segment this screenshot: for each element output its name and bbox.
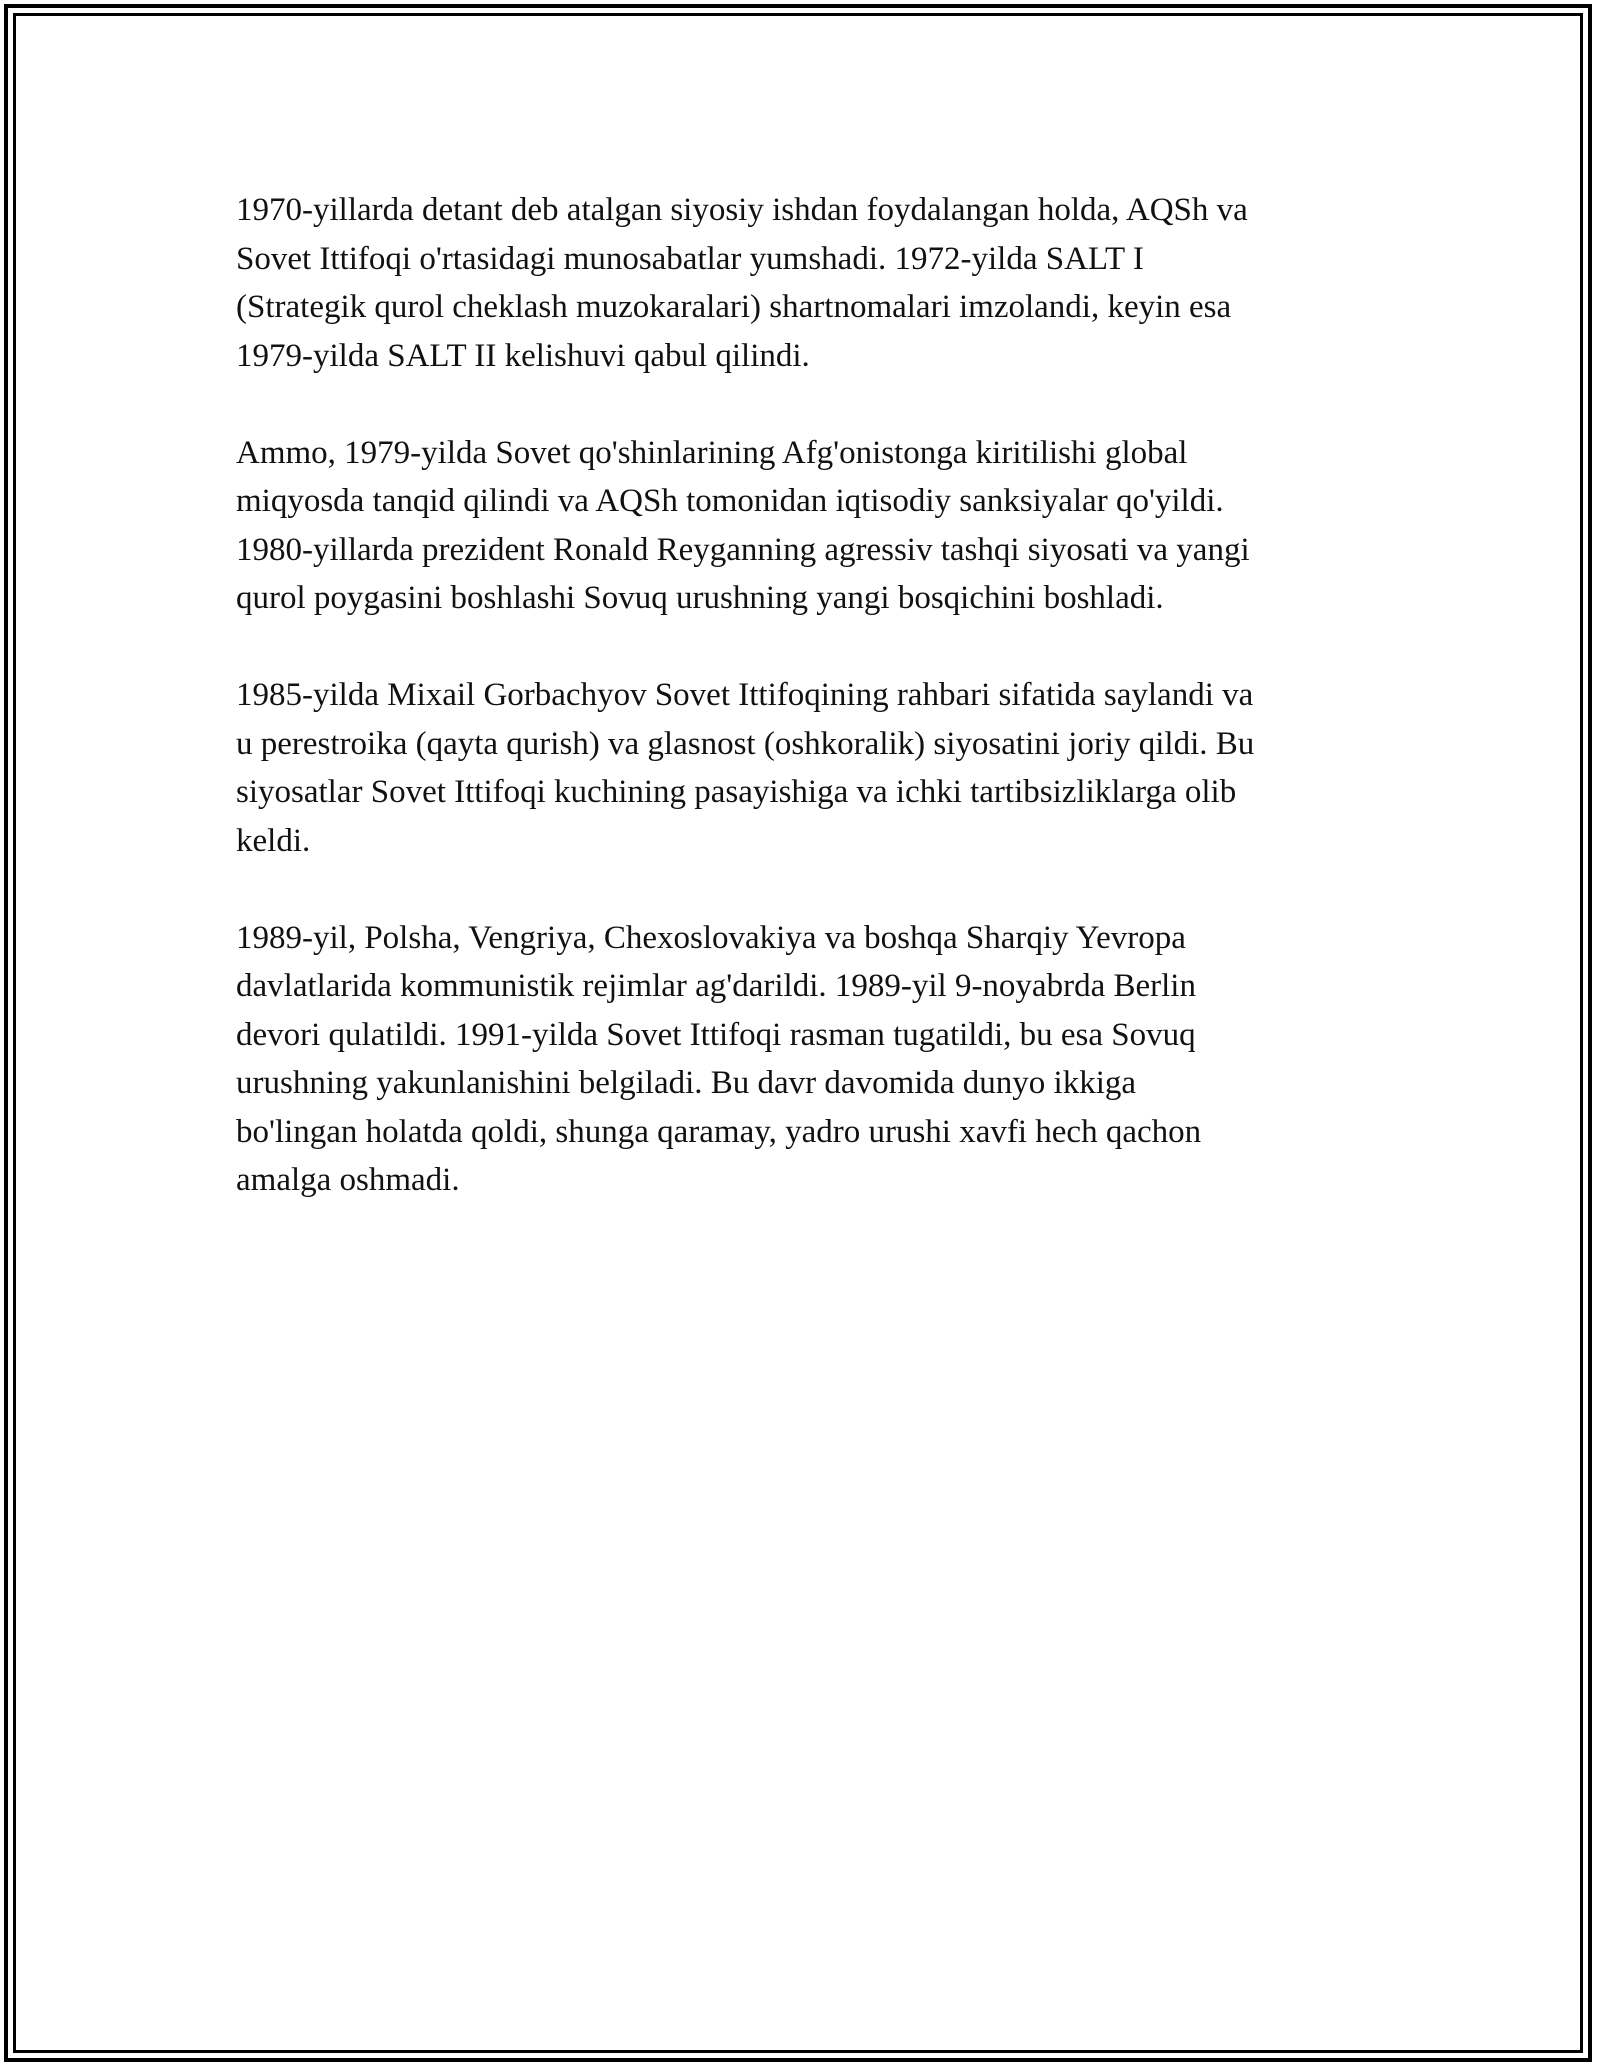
text-line: Sovet Ittifoqi o'rtasidagi munosabatlar yumshadi. 1972-yilda SALT I [236,240,1144,277]
text-line: amalga oshmadi. [236,1162,460,1198]
text-line: (Strategik qurol cheklash muzokaralari) shartnomalari imzolandi, keyin esa [236,289,1232,325]
text-line: qurol poygasini boshlashi Sovuq urushning yangi bosqichini boshladi. [236,580,1164,616]
text-line: davlatlarida kommunistik rejimlar ag'darildi. 1989-yil 9-noyabrda Berlin [236,968,1196,1004]
text-line: bo'lingan holatda qoldi, shunga qaramay, yadro urushi xavfi hech qachon [236,1113,1202,1150]
text-line: 1985-yilda Mixail Gorbachyov Sovet Ittifoqining rahbari sifatida saylandi va [236,677,1254,713]
paragraph-afghanistan [236,429,1386,623]
document-body [236,186,1386,1253]
paragraph-end-of-cold-war [236,914,1386,1205]
text-line: urushning yakunlanishini belgiladi. Bu davr davomida dunyo ikkiga [236,1065,1137,1101]
text-line: devori qulatildi. 1991-yilda Sovet Ittifoqi rasman tugatildi, bu esa Sovuq [236,1016,1196,1053]
text-line: 1970-yillarda detant deb atalgan siyosiy ishdan foydalangan holda, AQSh va [236,192,1248,228]
text-line: 1979-yilda SALT II kelishuvi qabul qilindi. [236,337,810,374]
text-line: 1980-yillarda prezident Ronald Reyganning agressiv tashqi siyosati va yangi [236,531,1250,568]
paragraph-gorbachev [236,671,1386,865]
text-line: Ammo, 1979-yilda Sovet qo'shinlarining Afg'onistonga kiritilishi global [236,434,1188,471]
paragraph-detente [236,186,1386,380]
text-line: miqyosda tanqid qilindi va AQSh tomonidan iqtisodiy sanksiyalar qo'yildi. [236,483,1224,519]
text-line: siyosatlar Sovet Ittifoqi kuchining pasayishiga va ichki tartibsizliklarga olib [236,774,1237,810]
text-line: keldi. [236,822,311,859]
text-line: u perestroika (qayta qurish) va glasnost (oshkoralik) siyosatini joriy qildi. Bu [236,725,1255,762]
text-line: 1989-yil, Polsha, Vengriya, Chexoslovakiya va boshqa Sharqiy Yevropa [236,919,1186,956]
